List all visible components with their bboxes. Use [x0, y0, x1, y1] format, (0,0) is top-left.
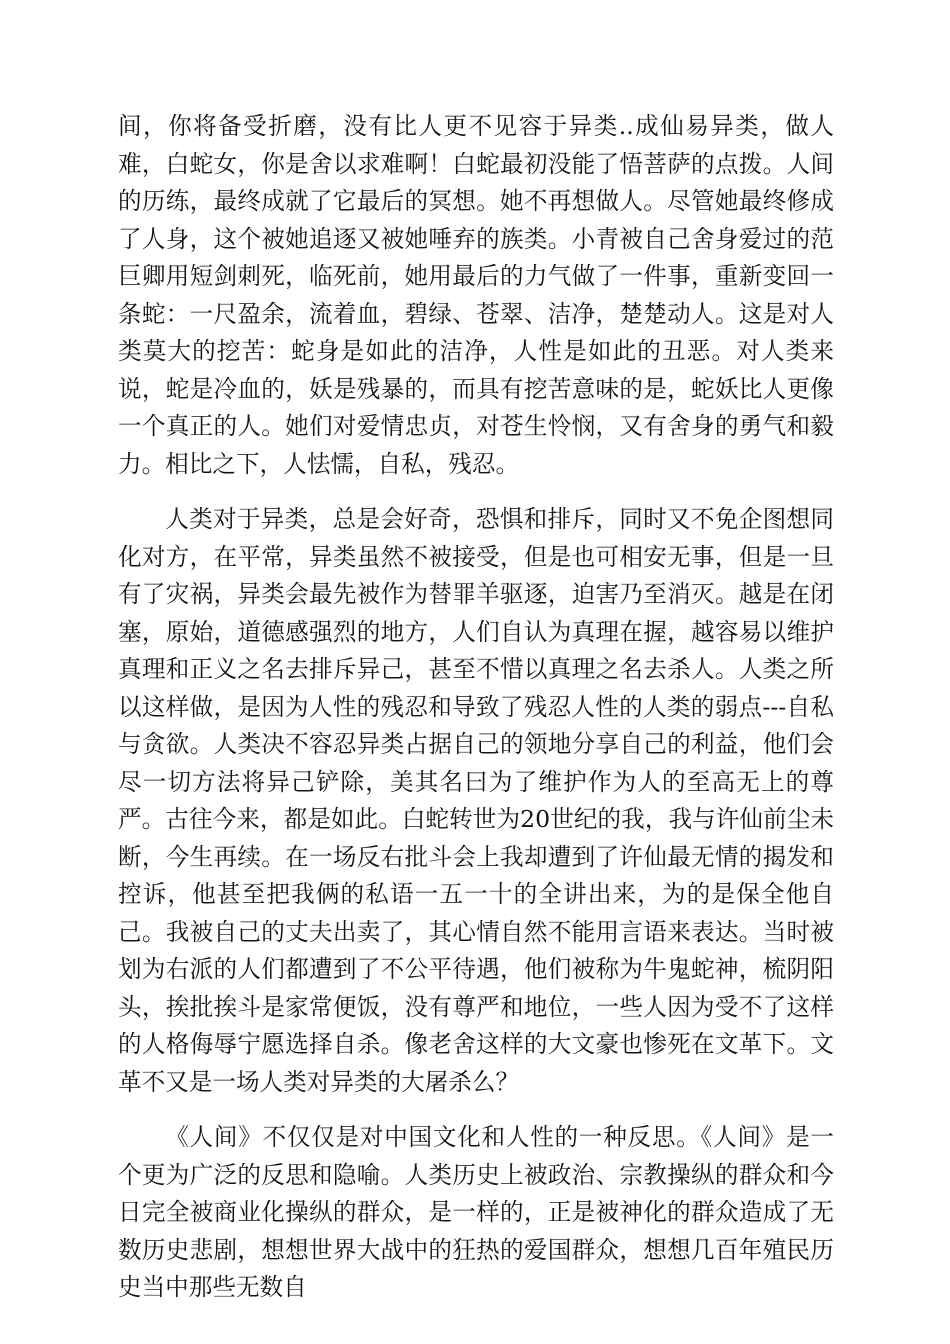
paragraph-2: 人类对于异类，总是会好奇，恐惧和排斥，同时又不免企图想同化对方，在平常，异类虽然不被接受，但是也可相安无事，但是一旦有了灾祸，异类会最先被作为替罪羊驱逐，迫害乃至消灭。越是在闭塞，原始，道德感强烈的地方，人们自认为真理在握，越容易以维护真理和正义之名去排斥异己，甚至不惜以真理之名去杀人。人类之所以这样做，是因为人性的残忍和导致了残忍人性的人类的弱点---自私与贪欲。人类决不容忍异类占据自己的领地分享自己的利益，他们会尽一切方法将异己铲除，美其名曰为了维护作为人的至高无上的尊严。古往今来，都是如此。白蛇转世为20世纪的我，我与许仙前尘未断，今生再续。在一场反右批斗会上我却遭到了许仙最无情的揭发和控诉，他甚至把我俩的私语一五一十的全讲出来，为的是保全他自己。我被自己的丈夫出卖了，其心情自然不能用言语来表达。当时被划为右派的人们都遭到了不公平待遇，他们被称为牛鬼蛇神，梳阴阳头，挨批挨斗是家常便饭，没有尊严和地位，一些人因为受不了这样的人格侮辱宁愿选择自杀。像老舍这样的大文豪也惨死在文革下。文革不又是一场人类对异类的大屠杀么？	[118, 505, 834, 1096]
document-page	[118, 108, 834, 1307]
paragraph-3: 《人间》不仅仅是对中国文化和人性的一种反思。《人间》是一个更为广泛的反思和隐喻。人类历史上被政治、宗教操纵的群众和今日完全被商业化操纵的群众，是一样的，正是被神化的群众造成了无数历史悲剧，想想世界大战中的狂热的爱国群众，想想几百年殖民历史当中那些无数自	[118, 1123, 834, 1301]
paragraph-1: 间，你将备受折磨，没有比人更不见容于异类..成仙易异类，做人难，白蛇女，你是舍以求难啊！白蛇最初没能了悟菩萨的点拨。人间的历练，最终成就了它最后的冥想。她不再想做人。尽管她最终修成了人身，这个被她追逐又被她唾弃的族类。小青被自己舍身爱过的范巨卿用短剑刺死，临死前，她用最后的力气做了一件事，重新变回一条蛇：一尺盈余，流着血，碧绿、苍翠、洁净，楚楚动人。这是对人类莫大的挖苦：蛇身是如此的洁净，人性是如此的丑恶。对人类来说，蛇是冷血的，妖是残暴的，而具有挖苦意味的是，蛇妖比人更像一个真正的人。她们对爱情忠贞，对苍生怜悯，又有舍身的勇气和毅力。相比之下，人怯懦，自私，残忍。	[118, 112, 834, 478]
